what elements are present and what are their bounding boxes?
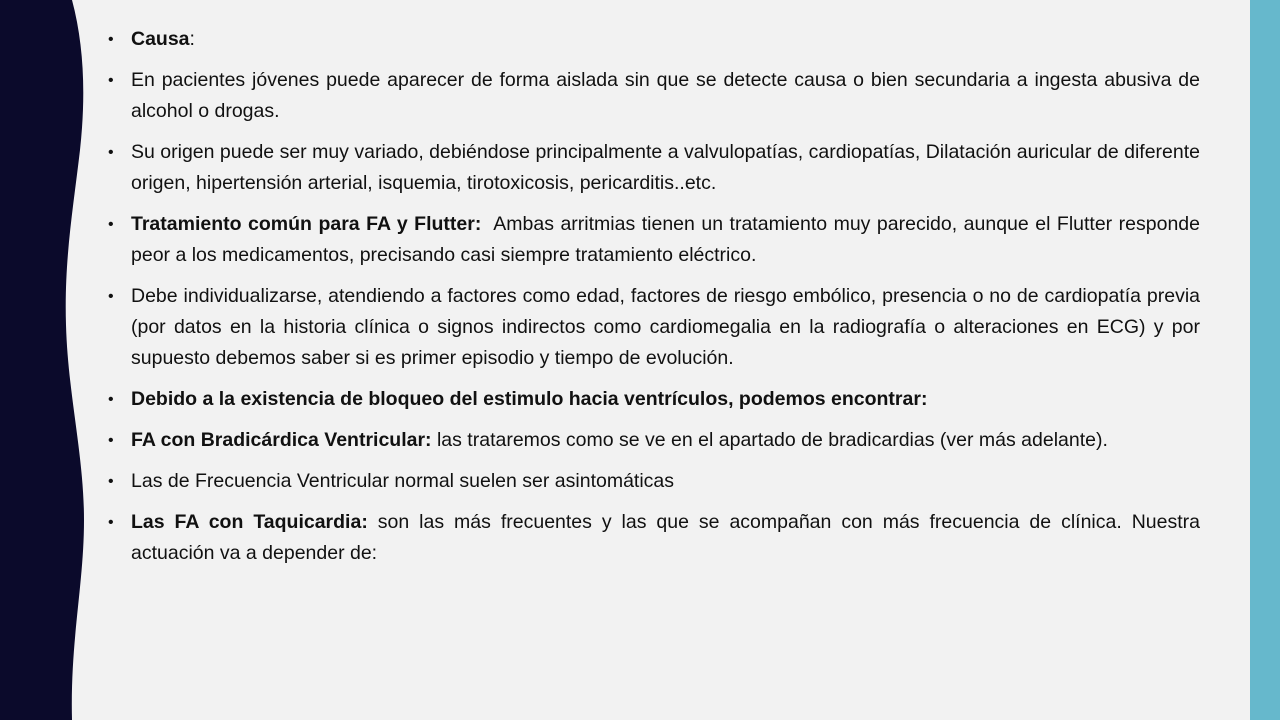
bullet-item xyxy=(108,24,1200,55)
bullet-bold-text: Causa xyxy=(131,28,190,50)
bullet-bold-text: Tratamiento común para FA y Flutter: xyxy=(131,213,482,235)
bullet-item xyxy=(108,65,1200,127)
bullet-icon: • xyxy=(108,144,114,161)
bullet-item xyxy=(108,384,1200,415)
bullet-text: Las de Frecuencia Ventricular normal suelen ser asintomáticas xyxy=(131,470,675,492)
bullet-text: son las más frecuentes y las que se acompañan con más frecuencia de clínica. Nuestra actuación va a depender de: xyxy=(131,511,1200,564)
bullet-text: En pacientes jóvenes puede aparecer de forma aislada sin que se detecte causa o bien secundaria a ingesta abusiva de alcohol o drogas. xyxy=(131,69,1200,122)
bullet-text: Debe individualizarse, atendiendo a factores como edad, factores de riesgo embólico, presencia o no de cardiopatía previa (por datos en la historia clínica o signos indirectos como cardiomegalia en la radiografía o alteraciones en ECG) y por supuesto debemos saber si es primer episodio y tiempo de evolución. xyxy=(131,285,1200,369)
wavy-edge-shape xyxy=(0,0,120,720)
bullet-bold-text: Las FA con Taquicardia: xyxy=(131,511,368,533)
bullet-list xyxy=(108,24,1206,569)
bullet-item xyxy=(108,137,1200,199)
bullet-item xyxy=(108,281,1200,374)
bullet-item xyxy=(108,466,1200,497)
bullet-icon: • xyxy=(108,391,114,408)
bullet-item xyxy=(108,425,1200,456)
bullet-bold-text: FA con Bradicárdica Ventricular: xyxy=(131,429,432,451)
bullet-icon: • xyxy=(108,288,114,305)
bullet-icon: • xyxy=(108,514,114,531)
bullet-text: Ambas arritmias tienen un tratamiento muy parecido, aunque el Flutter responde peor a los medicamentos, precisando casi siempre tratamiento eléctrico. xyxy=(131,213,1206,266)
left-decorative-band xyxy=(0,0,120,720)
bullet-text: las trataremos como se ve en el apartado de bradicardias (ver más adelante). xyxy=(431,429,1108,451)
bullet-icon: • xyxy=(108,473,114,490)
bullet-item xyxy=(108,507,1200,569)
bullet-text: : xyxy=(189,28,195,50)
right-accent-band xyxy=(1250,0,1280,720)
bullet-icon: • xyxy=(108,72,114,89)
bullet-icon: • xyxy=(108,216,114,233)
bullet-bold-text: Debido a la existencia de bloqueo del estimulo hacia ventrículos, podemos encontrar: xyxy=(131,388,928,410)
bullet-text: Su origen puede ser muy variado, debiéndose principalmente a valvulopatías, cardiopatías, Dilatación auricular de diferente origen, hipertensión arterial, isquemia, tirotoxicosis, pericarditis..etc. xyxy=(131,141,1200,194)
slide-content xyxy=(108,24,1206,714)
bullet-item xyxy=(108,209,1206,271)
bullet-icon: • xyxy=(108,432,114,449)
bullet-icon: • xyxy=(108,31,114,48)
